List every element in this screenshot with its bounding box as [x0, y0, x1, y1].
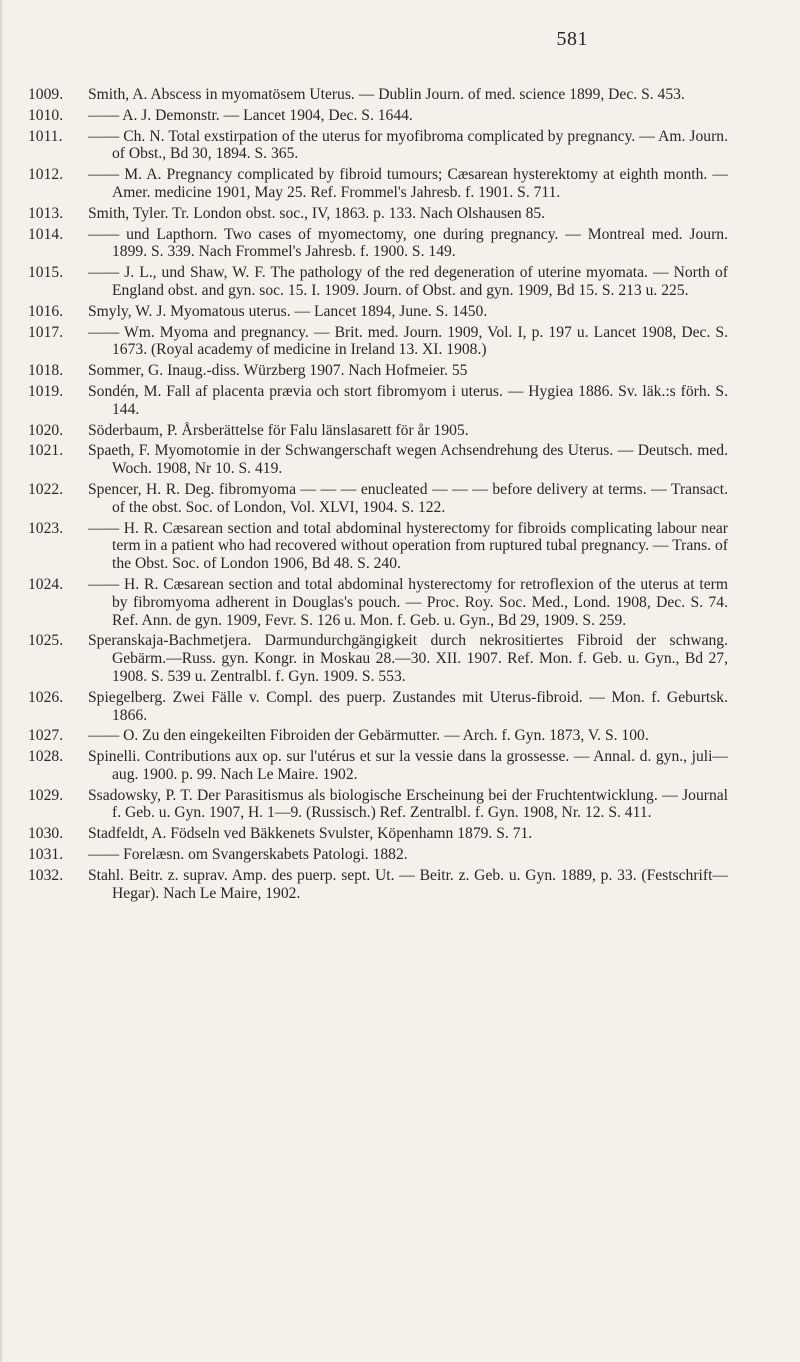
entry-number: 1020. — [28, 421, 64, 439]
page-binding-edge — [0, 0, 3, 1362]
bibliography-entry — [28, 576, 728, 629]
entry-citation: —— A. J. Demonstr. — Lancet 1904, Dec. S. 1644. — [88, 106, 413, 124]
bibliography-entry — [28, 867, 728, 903]
entry-number: 1029. — [28, 786, 64, 804]
bibliography-entry — [28, 107, 728, 125]
bibliography-entry — [28, 481, 728, 517]
entry-number: 1019. — [28, 382, 64, 400]
entry-number: 1012. — [28, 166, 64, 184]
entry-citation: —— und Lapthorn. Two cases of myomectomy, one during pregnancy. — Montreal med. Journ. 1899. S. 339. Nach Frommel's Jahresb. f. 1900. S. 149. — [88, 225, 728, 261]
entry-citation: Sondén, M. Fall af placenta prævia och stort fibromyom i uterus. — Hygiea 1886. Sv. läk.:s förh. S. 144. — [88, 382, 728, 418]
entry-citation: Spaeth, F. Myomotomie in der Schwangerschaft wegen Achsendrehung des Uterus. — Deutsch. med. Woch. 1908, Nr 10. S. 419. — [88, 442, 728, 478]
entry-number: 1017. — [28, 323, 64, 341]
entry-citation: —— J. L., und Shaw, W. F. The pathology of the red degeneration of uterine myomata. — North of England obst. and gyn. soc. 15. I. 1909. Journ. of Obst. and gyn. 1909, Bd 15. S. 213 u. 225. — [88, 264, 728, 299]
bibliography-entry — [28, 128, 728, 164]
entry-citation: —— Wm. Myoma and pregnancy. — Brit. med. Journ. 1909, Vol. I, p. 197 u. Lancet 1908, Dec. S. 1673. (Royal academy of medicine in Ireland 13. XI. 1908.) — [88, 323, 728, 359]
entry-citation: Sommer, G. Inaug.-diss. Würzberg 1907. Nach Hofmeier. 55 — [88, 362, 468, 380]
entry-number: 1031. — [28, 846, 64, 864]
bibliography-entry — [28, 846, 728, 864]
bibliography-entry — [28, 442, 728, 478]
entry-citation: Stadfeldt, A. Födseln ved Bäkkenets Svulster, Köpenhamn 1879. S. 71. — [88, 825, 533, 843]
bibliography-entry — [28, 86, 728, 104]
entry-citation: —— O. Zu den eingekeilten Fibroiden der Gebärmutter. — Arch. f. Gyn. 1873, V. S. 100. — [88, 727, 649, 745]
entry-number: 1026. — [28, 688, 64, 706]
entry-number: 1023. — [28, 519, 64, 537]
entry-citation: Smith, A. Abscess in myomatösem Uterus. — Dublin Journ. of med. science 1899, Dec. S. 453. — [88, 86, 685, 103]
bibliography-entry — [28, 727, 728, 745]
entry-number: 1011. — [28, 127, 63, 145]
bibliography-entry — [28, 689, 728, 725]
bibliography-entry — [28, 205, 728, 223]
entry-citation: Smyly, W. J. Myomatous uterus. — Lancet 1894, June. S. 1450. — [88, 302, 488, 320]
entry-number: 1021. — [28, 442, 64, 460]
entry-citation: Smith, Tyler. Tr. London obst. soc., IV, 1863. p. 133. Nach Olshausen 85. — [88, 204, 546, 222]
entry-citation: —— M. A. Pregnancy complicated by fibroid tumours; Cæsarean hysterektomy at eighth month. — Amer. medicine 1901, May 25. Ref. Frommel's Jahresb. f. 1901. S. 711. — [88, 166, 728, 201]
entry-number: 1032. — [28, 866, 64, 884]
bibliography-entry — [28, 632, 728, 685]
entry-citation: Stahl. Beitr. z. suprav. Amp. des puerp. sept. Ut. — Beitr. z. Geb. u. Gyn. 1889, p. 33. (Festschrift—Hegar). Nach Le Maire, 1902. — [88, 866, 728, 902]
entry-number: 1027. — [28, 727, 64, 745]
entry-citation: Ssadowsky, P. T. Der Parasitismus als biologische Erscheinung bei der Fruchtentwicklung. — Journal f. Geb. u. Gyn. 1907, H. 1—9. (Russisch.) Ref. Zentralbl. f. Gyn. 1908, Nr. 12. S. 411. — [88, 786, 728, 822]
entry-citation: Speranskaja-Bachmetjera. Darmundurchgängigkeit durch nekrositiertes Fibroid der schwang. Gebärm.—Russ. gyn. Kongr. in Moskau 28.—30. XII. 1907. Ref. Mon. f. Geb. u. Gyn., Bd 27, 1908. S. 539 u. Zentralbl. f. Gyn. 1909. S. 553. — [88, 632, 728, 685]
bibliography-entry — [28, 324, 728, 360]
bibliography-entry — [28, 166, 728, 202]
bibliography-entry — [28, 383, 728, 419]
entry-number: 1022. — [28, 480, 64, 498]
entry-number: 1015. — [28, 264, 64, 282]
entry-citation: Söderbaum, P. Årsberättelse för Falu länslasarett för år 1905. — [88, 421, 469, 439]
entry-number: 1014. — [28, 225, 64, 243]
bibliography-entry — [28, 422, 728, 440]
bibliography-entry — [28, 362, 728, 380]
entry-number: 1018. — [28, 362, 64, 380]
bibliography-entry — [28, 787, 728, 823]
entry-number: 1025. — [28, 632, 64, 650]
bibliography-entry — [28, 520, 728, 573]
bibliography-list — [28, 86, 728, 905]
entry-number: 1016. — [28, 302, 64, 320]
entry-citation: —— H. R. Cæsarean section and total abdominal hysterectomy for fibroids complicating labour near term in a patient who had recovered without operation from ruptured tubal pregnancy. — Trans. of the Obst. Soc. of London 1906, Bd 48. S. 240. — [88, 519, 728, 573]
bibliography-entry — [28, 748, 728, 784]
bibliography-entry — [28, 825, 728, 843]
entry-number: 1010. — [28, 106, 64, 124]
bibliography-entry — [28, 303, 728, 321]
entry-number: 1013. — [28, 204, 64, 222]
entry-number: 1024. — [28, 575, 64, 593]
entry-citation: Spencer, H. R. Deg. fibromyoma — — — enucleated — — — before delivery at terms. — Transact. of the obst. Soc. of London, Vol. XLVI, 1904. S. 122. — [88, 480, 728, 516]
entry-citation: Spinelli. Contributions aux op. sur l'utérus et sur la vessie dans la grossesse. — Annal. d. gyn., juli—aug. 1900. p. 99. Nach Le Maire. 1902. — [88, 748, 728, 783]
entry-citation: Spiegelberg. Zwei Fälle v. Compl. des puerp. Zustandes mit Uterus-fibroid. — Mon. f. Geburtsk. 1866. — [88, 688, 728, 724]
entry-number: 1009. — [28, 86, 64, 103]
page-number: 581 — [556, 28, 588, 50]
entry-citation: —— H. R. Cæsarean section and total abdominal hysterectomy for retroflexion of the uterus at term by fibromyoma adherent in Douglas's pouch. — Proc. Roy. Soc. Med., Lond. 1908, Dec. S. 74. Ref. Ann. de gyn. 1909, Fevr. S. 126 u. Mon. f. Geb. u. Gyn., Bd 29, 1909. S. 259. — [88, 575, 728, 629]
bibliography-entry — [28, 264, 728, 300]
bibliography-entry — [28, 226, 728, 262]
entry-citation: —— Ch. N. Total exstirpation of the uterus for myofibroma complicated by pregnancy. — Am. Journ. of Obst., Bd 30, 1894. S. 365. — [88, 127, 728, 163]
entry-number: 1030. — [28, 825, 64, 843]
entry-number: 1028. — [28, 748, 64, 766]
entry-citation: —— Forelæsn. om Svangerskabets Patologi. 1882. — [88, 846, 408, 864]
